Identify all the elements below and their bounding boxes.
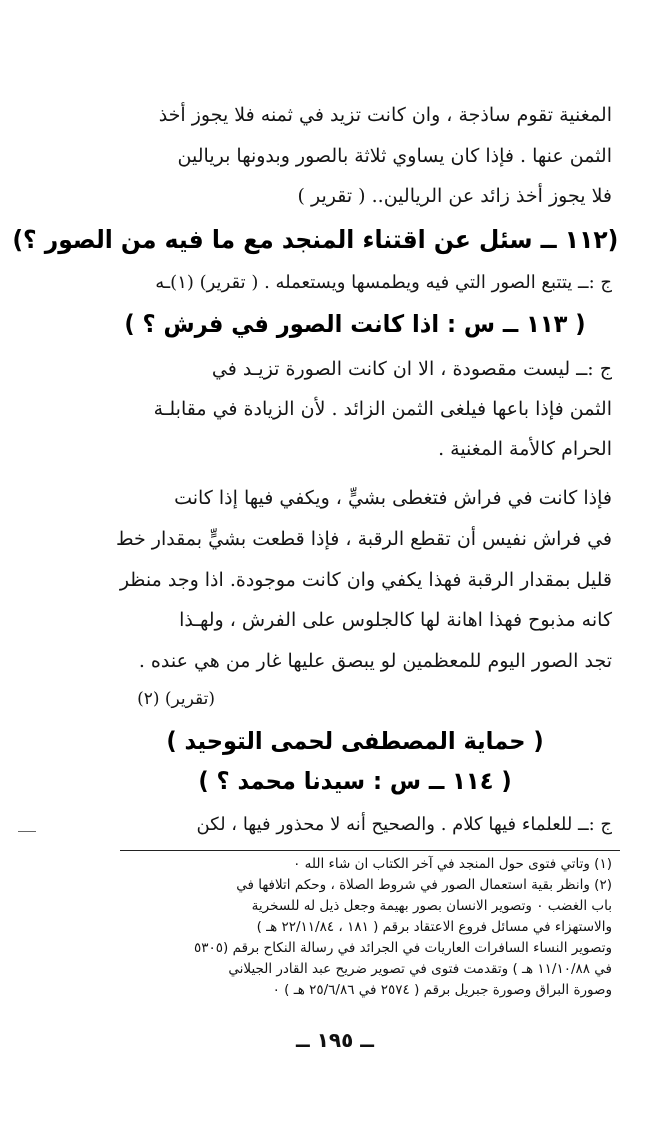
- question-113-heading: ( ١١٣ ــ س : اذا كانت الصور في فرش ؟ ): [124, 310, 586, 338]
- margin-mark: [18, 831, 36, 832]
- paragraph-line: قليل بمقدار الرقبة فهذا يكفي وان كانت موجودة. اذا وجد منظر: [119, 569, 612, 591]
- footnote-line: وتصوير النساء السافرات العاريات في الجرائد في رسالة النكاح برقم (٥٣٠٥: [194, 940, 612, 956]
- footnote-line: وصورة البراق وصورة جبريل برقم ( ٢٥٧٤ في ٢٥/٦/٨٦ هـ ) ٠: [272, 982, 612, 998]
- question-113-answer-line: الثمن فإذا باعها فيلغى الثمن الزائد . لأن الزيادة في مقابلـة: [153, 398, 612, 420]
- text-line: المغنية تقوم ساذجة ، وان كانت تزيد في ثمنه فلا يجوز أخذ: [158, 104, 612, 126]
- footnote-line: في ١١/١٠/٨٨ هـ ) وتقدمت فتوى في تصوير ضريح عبد القادر الجيلاني: [228, 961, 612, 977]
- footnote-line: (٢) وانظر بقية استعمال الصور في شروط الصلاة ، وحكم اتلافها في: [236, 877, 612, 893]
- question-113-answer-line: الحرام كالأمة المغنية .: [438, 438, 612, 460]
- section-heading: ( حماية المصطفى لحمى التوحيد ): [166, 727, 544, 755]
- question-114-answer: ج :ــ للعلماء فيها كلام . والصحيح أنه لا محذور فيها ، لكن: [196, 814, 612, 835]
- question-114-heading: ( ١١٤ ــ س : سيدنا محمد ؟ ): [198, 767, 512, 795]
- text-line: فلا يجوز أخذ زائد عن الريالين.. ( تقرير ): [297, 185, 612, 207]
- question-112-heading: (١١٢ ــ سئل عن اقتناء المنجد مع ما فيه من الصور ؟): [12, 225, 618, 254]
- reference-note: (تقرير) (٢): [137, 689, 215, 709]
- paragraph-line: تجد الصور اليوم للمعظمين لو يبصق عليها غار من هي عنده .: [138, 650, 612, 672]
- footnote-line: والاستهزاء في مسائل فروع الاعتقاد برقم ( ١٨١ ، ٢٢/١١/٨٤ هـ ): [256, 919, 612, 935]
- paragraph-line: في فراش نفيس أن تقطع الرقبة ، فإذا قطعت بشيٍّ بمقدار خط: [115, 528, 612, 550]
- question-113-answer-line: ج :ــ ليست مقصودة ، الا ان كانت الصورة تزيـد في: [211, 358, 612, 380]
- paragraph-line: فإذا كانت في فراش فتغطى بشيٍّ ، ويكفي فيها إذا كانت: [174, 487, 612, 509]
- page-number: ــ ١٩٥ ــ: [296, 1028, 374, 1052]
- footnote-line: باب الغضب ٠ وتصوير الانسان بصور بهيمة وجعل ذيل له للسخرية: [251, 898, 612, 914]
- footnote-line: (١) وتاتي فتوى حول المنجد في آخر الكتاب ان شاء الله ٠: [293, 856, 612, 872]
- footnote-rule: [120, 850, 620, 851]
- question-112-answer: ج :ــ يتتبع الصور التي فيه ويطمسها ويستعمله . ( تقرير) (١)ـه: [155, 272, 612, 293]
- text-line: الثمن عنها . فإذا كان يساوي ثلاثة بالصور وبدونها بريالين: [177, 145, 612, 167]
- paragraph-line: كانه مذبوح فهذا اهانة لها كالجلوس على الفرش ، ولهـذا: [179, 609, 612, 631]
